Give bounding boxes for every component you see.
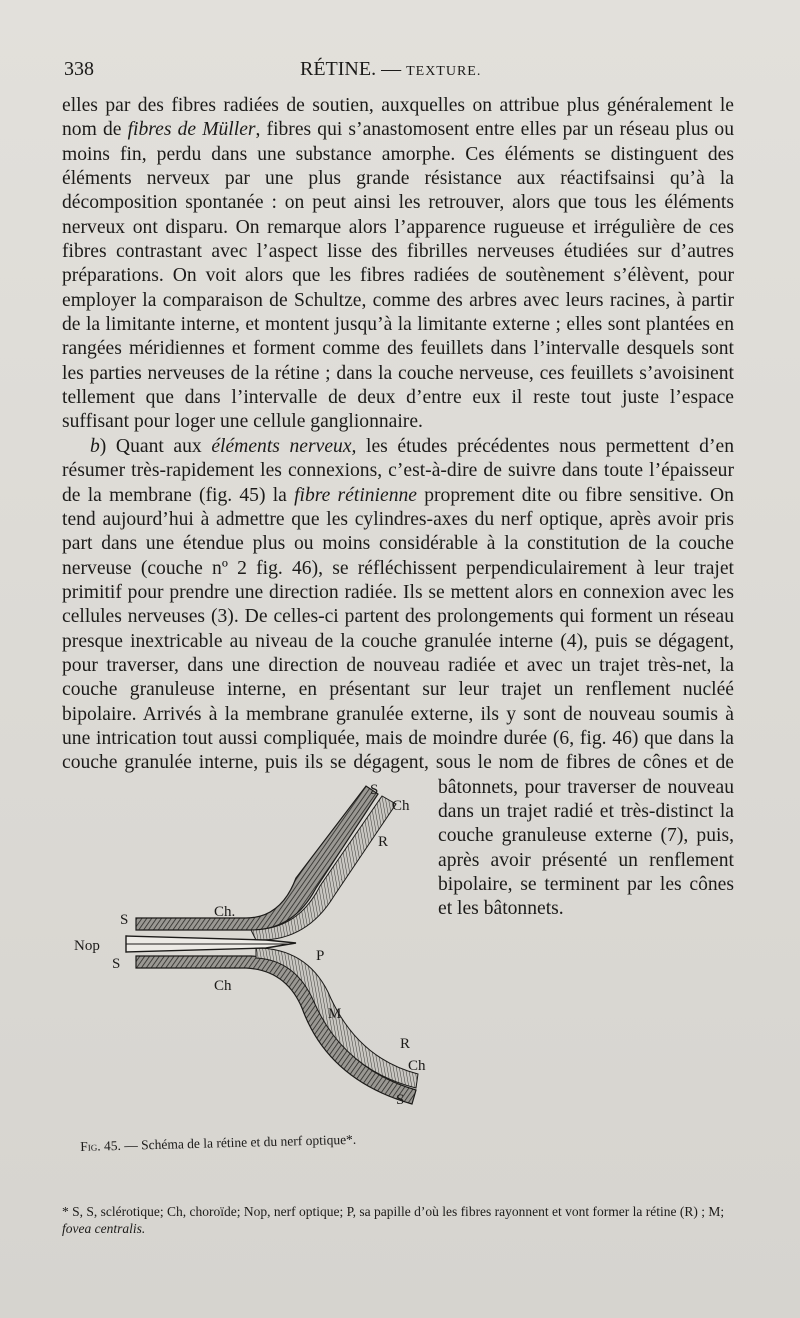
label-ch-mid-lower: Ch [214,978,232,994]
label-s-bottom: S [396,1092,405,1108]
label-s-left-upper: S [120,912,129,928]
caption-text: — Schéma de la rétine et du nerf optique*. [120,1131,357,1153]
label-ch-bottom: Ch [408,1058,426,1074]
label-r-top: R [378,834,389,850]
label-s-top: S [370,782,379,798]
label-nop: Nop [74,938,100,954]
running-header [64,58,736,86]
sclera-lower [136,956,416,1104]
caption-label: Fig. 45. [80,1137,122,1154]
label-m: M [328,1006,342,1022]
title-main: RÉTINE. [300,58,377,80]
label-ch-mid-upper: Ch. [214,904,236,920]
title-separator: — [381,58,402,80]
label-r-bottom: R [400,1036,411,1052]
figure-45 [66,768,440,1182]
page-number: 338 [64,58,94,80]
paragraph-2: b) Quant aux éléments nerveux, les études précédentes nous permettent d’en résumer très-rapidement les connexions, c’est-à-dire de suivre dans toute l’épaisseur de la membrane (fig. 45) la fibre rétinienne proprement dite ou fibre sensitive. On tend aujourd’hui à admettre que les cylindres-axes du nerf optique, après avoir pris part dans une étendue plus ou moins considérable à la constitution de la couche nerveuse (couche nº 2 fig. 46), se réfléchissent perpendiculairement à leur trajet primitif pour prendre une direction radiée. Ils se mettent alors en connexion avec les cellules nerveuses (3). De celles-ci partent des prolongements qui forment un réseau presque inextricable au niveau de la couche granulée interne (4), puis se dégagent, pour traverser, dans une direction de nouveau radiée et avec un trajet très-net, la couche granuleuse interne, en présentant sur leur trajet un renflement nucléé bipolaire. Arrivés à la membrane granulée externe, ils y sont de nouveau soumis à une intrication tout aussi compliquée, mais de moindre durée (6, fig. 46) que dans la couche granulée interne, puis ils se dégagent, sous le nom de fibres de cônes et de bâtonnets, pour traverser de nouveau dans un trajet radié et très-distinct la couche granuleuse externe (7), puis, après avoir présenté un renflement bipolaire, se terminent par les cônes et les bâtonnets. [62,435,734,922]
emphasis: éléments nerveux, [211,435,357,457]
footnote-italic: fovea centralis. [62,1221,146,1236]
label-s-left-lower: S [112,956,121,972]
retina-diagram [66,768,440,1182]
label-ch-top: Ch [392,798,410,814]
emphasis: fibres de Müller [127,119,256,141]
running-title [300,58,481,81]
paragraph-1: elles par des fibres radiées de soutien, auxquelles on attribue plus généralement le nom de fibres de Müller, fibres qui s’anastomosent entre elles par un réseau plus ou moins fin, perdu dans une substance amorphe. Ces éléments se distinguent des éléments nerveux par une plus grande résistance aux réactifsainsi qu’à la décomposition spontanée : on peut ainsi les retrouver, alors que tous les éléments nerveux ont disparu. On remarque alors l’apparence rugueuse et irrégulière de ces fibres contrastant avec l’aspect lisse des fibrilles nerveuses étudiées sur d’autres préparations. On voit alors que les fibres radiées de soutènement s’élèvent, pour employer la comparaison de Schultze, comme des arbres avec leurs racines, à partir de la limitante interne, et montent jusqu’à la limitante externe ; elles sont plantées en rangées méridiennes et forment comme des feuillets dans l’intervalle desquels sont les parties nerveuses de la rétine ; dans la couche nerveuse, ces feuillets s’avoisinent tellement que dans l’intervalle de deux d’entre eux il reste tout juste l’espace suffisant pour loger une cellule ganglionnaire. [62,95,735,433]
title-sub: TEXTURE. [406,64,482,79]
footnote: * S, S, sclérotique; Ch, choroïde; Nop, nerf optique; P, sa papille d’où les fibres rayonnent et vont former la rétine (R) ; M; fovea centralis. [62,1204,725,1236]
emphasis: fibre rétinienne [294,484,417,506]
section-letter: b [90,435,100,457]
label-p: P [316,948,325,964]
